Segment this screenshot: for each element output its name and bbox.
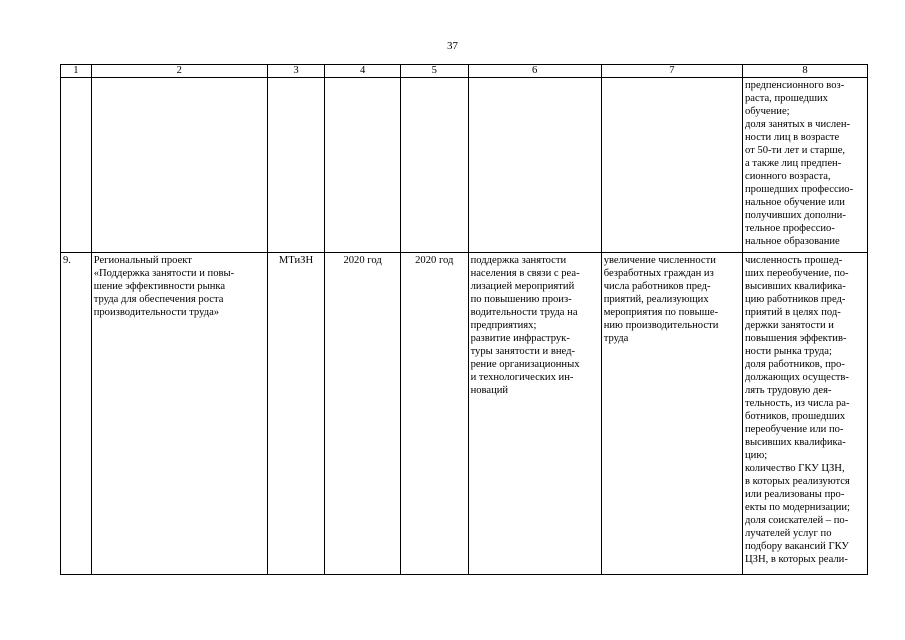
empty-cell	[601, 78, 742, 253]
empty-cell	[61, 78, 92, 253]
end-year-cell: 2020 год	[400, 253, 468, 575]
empty-cell	[91, 78, 267, 253]
column-number-8: 8	[743, 65, 868, 78]
page-number: 37	[447, 40, 458, 52]
expected-results-cell: увеличение численности безработных граждан из числа работников пред- приятий, реализующих мероприятия по повыше- нию производительности труда	[601, 253, 742, 575]
row-number: 9.	[61, 253, 92, 575]
column-number-2: 2	[91, 65, 267, 78]
indicators-cell: численность прошед- ших переобучение, по- высивших квалифика- цию работников пред- приятий в целях под- держки занятости и повышения эффектив- ности рынка труда; доля работников, про- должающих осуществ- лять трудовую дея- тельность, из числа ра- ботников, прошедших переобучение или по- высивших квалифика- цию; количество ГКУ ЦЗН, в которых реализуются или реализованы про- екты по модернизации; доля соискателей – по- лучателей услуг по подбору вакансий ГКУ ЦЗН, в которых реали-	[743, 253, 868, 575]
executor-cell: МТиЗН	[267, 253, 324, 575]
measures-table	[60, 64, 868, 575]
start-year-cell: 2020 год	[325, 253, 401, 575]
project-name-cell: Региональный проект «Поддержка занятости и повы- шение эффективности рынка труда для обеспечения роста производительности труда»	[91, 253, 267, 575]
column-number-4: 4	[325, 65, 401, 78]
column-number-1: 1	[61, 65, 92, 78]
column-number-7: 7	[601, 65, 742, 78]
empty-cell	[468, 78, 601, 253]
empty-cell	[325, 78, 401, 253]
indicators-cell-continued: предпенсионного воз- раста, прошедших обучение; доля занятых в числен- ности лиц в возрасте от 50-ти лет и старше, а также лиц предпен- сионного возраста, прошедших профессио- нальное обучение или получивших дополни- тельное профессио- нальное образование	[743, 78, 868, 253]
column-number-6: 6	[468, 65, 601, 78]
column-number-3: 3	[267, 65, 324, 78]
column-number-5: 5	[400, 65, 468, 78]
empty-cell	[400, 78, 468, 253]
directions-cell: поддержка занятости населения в связи с реа- лизацией мероприятий по повышению произ- водительности труда на предприятиях; развитие инфраструк- туры занятости и внед- рение организационных и технологических ин- новаций	[468, 253, 601, 575]
table-row-9	[61, 253, 868, 575]
continuation-row	[61, 78, 868, 253]
column-number-row	[61, 65, 868, 78]
empty-cell	[267, 78, 324, 253]
